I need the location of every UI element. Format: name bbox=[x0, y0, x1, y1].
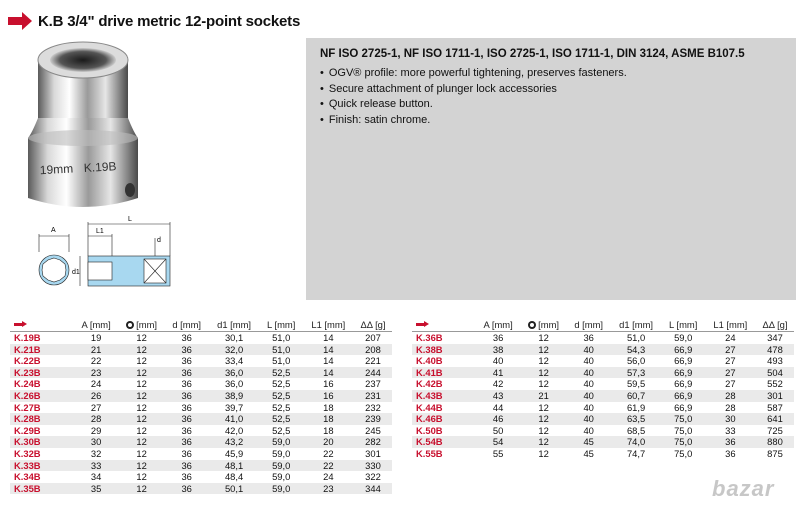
reference-cell: K.21B bbox=[10, 344, 74, 356]
table-cell: 232 bbox=[365, 401, 381, 413]
table-cell: 46 bbox=[476, 413, 520, 425]
table-cell: 36 bbox=[181, 332, 192, 343]
table-cell: 12 bbox=[118, 367, 165, 379]
title-text: K.B 3/4" drive metric 12-point sockets bbox=[38, 12, 301, 30]
table-cell: 60,7 bbox=[610, 390, 661, 402]
feature-item: • Secure attachment of plunger lock accessories bbox=[320, 82, 627, 98]
table-row bbox=[412, 413, 794, 425]
table-cell: 880 bbox=[756, 436, 794, 448]
table-cell: 33 bbox=[725, 424, 736, 436]
table-row bbox=[10, 448, 392, 460]
arrow-logo-icon bbox=[8, 10, 32, 32]
table-cell: 208 bbox=[354, 344, 392, 356]
table-cell: 18 bbox=[323, 401, 334, 413]
col-d1: d1 [mm] bbox=[610, 317, 661, 332]
table-cell: 12 bbox=[538, 332, 549, 343]
table-cell: 12 bbox=[118, 344, 165, 356]
table-cell: 239 bbox=[354, 413, 392, 425]
table-row bbox=[10, 436, 392, 448]
drive-square-icon bbox=[126, 321, 134, 329]
col-a: A [mm] bbox=[476, 317, 520, 332]
table-cell: 12 bbox=[136, 401, 147, 413]
page-title bbox=[8, 6, 300, 36]
table-cell: 30,1 bbox=[224, 332, 244, 343]
table-cell: 54,3 bbox=[610, 344, 661, 356]
table-cell: 28 bbox=[725, 401, 736, 413]
table-cell: 59,0 bbox=[260, 436, 303, 448]
table-cell: 66,9 bbox=[662, 367, 705, 379]
table-cell: 59,0 bbox=[272, 471, 291, 483]
table-cell: 21 bbox=[520, 390, 567, 402]
table-cell: 24 bbox=[323, 471, 334, 483]
table-cell: 51,0 bbox=[272, 355, 291, 367]
spec-panel bbox=[306, 38, 796, 300]
table-cell: 18 bbox=[303, 413, 354, 425]
table-cell: 66,9 bbox=[674, 355, 693, 367]
table-cell: 12 bbox=[538, 355, 549, 367]
table-cell: 30 bbox=[74, 436, 118, 448]
col-weight: ΔΔ [g] bbox=[756, 317, 794, 332]
table-cell: 23 bbox=[74, 367, 118, 379]
table-row bbox=[412, 332, 794, 344]
table-row bbox=[412, 344, 794, 356]
table-cell: 59,0 bbox=[272, 447, 291, 459]
table-cell: 59,0 bbox=[260, 483, 303, 495]
table-cell: 12 bbox=[118, 436, 165, 448]
table-cell: 12 bbox=[538, 447, 549, 459]
table-cell: 51,0 bbox=[272, 332, 291, 343]
table-cell: 725 bbox=[767, 424, 783, 436]
table-cell: 330 bbox=[354, 460, 392, 472]
reference-cell: K.33B bbox=[10, 460, 74, 472]
table-cell: 16 bbox=[323, 378, 334, 390]
table-cell: 36 bbox=[181, 471, 192, 483]
table-row bbox=[10, 413, 392, 425]
reference-cell: K.42B bbox=[416, 378, 443, 390]
table-cell: 22 bbox=[323, 447, 334, 459]
table-cell: 237 bbox=[365, 378, 381, 390]
table-cell: 51,0 bbox=[626, 332, 646, 343]
table-cell: 40 bbox=[583, 401, 594, 413]
table-cell: 63,5 bbox=[610, 413, 661, 425]
table-cell: 61,9 bbox=[626, 401, 646, 413]
table-cell: 44 bbox=[492, 401, 504, 413]
table-cell: 40 bbox=[567, 413, 610, 425]
reference-cell: K.55B bbox=[416, 447, 443, 459]
table-cell: 56,0 bbox=[626, 355, 646, 367]
col-l1: L1 [mm] bbox=[705, 317, 756, 332]
svg-text:L: L bbox=[128, 216, 132, 223]
table-cell: 52,5 bbox=[272, 424, 291, 436]
table-cell: 52,5 bbox=[272, 401, 291, 413]
table-cell: 244 bbox=[354, 367, 392, 379]
table-cell: 41 bbox=[476, 367, 520, 379]
table-cell: 301 bbox=[365, 447, 381, 459]
table-cell: 22 bbox=[90, 355, 102, 367]
table-cell: 24 bbox=[725, 332, 736, 343]
table-cell: 40 bbox=[567, 367, 610, 379]
table-cell: 36 bbox=[705, 436, 756, 448]
table-cell: 36 bbox=[165, 390, 208, 402]
table-cell: 50 bbox=[492, 424, 504, 436]
table-row bbox=[10, 425, 392, 437]
table-row bbox=[412, 355, 794, 367]
table-cell: 75,0 bbox=[662, 413, 705, 425]
table-cell: 12 bbox=[520, 344, 567, 356]
table-cell: 50,1 bbox=[208, 483, 259, 495]
reference-cell: K.54B bbox=[412, 436, 476, 448]
table-cell: 36 bbox=[165, 460, 208, 472]
table-cell: 16 bbox=[303, 390, 354, 402]
table-cell: 40 bbox=[492, 355, 504, 367]
reference-cell: K.36B bbox=[416, 332, 443, 343]
table-cell: 45 bbox=[583, 447, 594, 459]
table-cell: 504 bbox=[756, 367, 794, 379]
table-cell: 75,0 bbox=[674, 447, 693, 459]
table-cell: 36 bbox=[725, 447, 736, 459]
table-cell: 52,5 bbox=[260, 367, 303, 379]
table-cell: 74,0 bbox=[610, 436, 661, 448]
reference-cell: K.28B bbox=[10, 413, 74, 425]
table-row bbox=[10, 460, 392, 472]
table-cell: 24 bbox=[90, 378, 102, 390]
table-cell: 36,0 bbox=[208, 367, 259, 379]
col-l: L [mm] bbox=[662, 317, 705, 332]
bazar-watermark: bazar bbox=[712, 476, 775, 501]
svg-text:L1: L1 bbox=[96, 228, 104, 235]
dimension-drawing bbox=[10, 212, 180, 307]
table-cell: 28 bbox=[705, 390, 756, 402]
table-cell: 66,9 bbox=[674, 378, 693, 390]
table-cell: 40 bbox=[567, 344, 610, 356]
table-row bbox=[412, 402, 794, 414]
table-cell: 12 bbox=[118, 390, 165, 402]
table-row bbox=[412, 448, 794, 460]
svg-text:A: A bbox=[51, 227, 56, 234]
table-cell: 21 bbox=[74, 344, 118, 356]
table-cell: 36 bbox=[181, 447, 192, 459]
table-cell: 27 bbox=[705, 344, 756, 356]
table-cell: 322 bbox=[365, 471, 381, 483]
socket-photo bbox=[10, 38, 155, 213]
table-cell: 12 bbox=[136, 332, 147, 343]
table-cell: 59,0 bbox=[260, 460, 303, 472]
table-row bbox=[10, 367, 392, 379]
standards-line: NF ISO 2725-1, NF ISO 1711-1, ISO 2725-1, ISO 1711-1, DIN 3124, ASME B107.5 bbox=[320, 48, 745, 60]
reference-cell: K.23B bbox=[10, 367, 74, 379]
table-cell: 59,0 bbox=[674, 332, 693, 343]
table-cell: 66,9 bbox=[662, 390, 705, 402]
table-cell: 39,7 bbox=[224, 401, 244, 413]
reference-cell: K.43B bbox=[412, 390, 476, 402]
table-cell: 45 bbox=[567, 436, 610, 448]
table-cell: 282 bbox=[354, 436, 392, 448]
reference-cell: K.35B bbox=[10, 483, 74, 495]
table-cell: 59,5 bbox=[626, 378, 646, 390]
table-cell: 66,9 bbox=[662, 344, 705, 356]
table-cell: 36 bbox=[165, 413, 208, 425]
table-cell: 27 bbox=[725, 378, 736, 390]
col-drive: [mm] bbox=[118, 317, 165, 332]
table-cell: 52,5 bbox=[260, 390, 303, 402]
reference-cell: K.26B bbox=[10, 390, 74, 402]
table-cell: 347 bbox=[767, 332, 783, 343]
table-cell: 32,0 bbox=[208, 344, 259, 356]
reference-cell: K.50B bbox=[416, 424, 443, 436]
table-cell: 48,1 bbox=[208, 460, 259, 472]
table-cell: 36 bbox=[181, 378, 192, 390]
reference-cell: K.46B bbox=[412, 413, 476, 425]
table-row bbox=[412, 436, 794, 448]
table-cell: 14 bbox=[323, 355, 334, 367]
table-cell: 40 bbox=[583, 424, 594, 436]
table-cell: 41,0 bbox=[208, 413, 259, 425]
table-cell: 28 bbox=[74, 413, 118, 425]
col-drive: [mm] bbox=[520, 317, 567, 332]
table-cell: 75,0 bbox=[662, 436, 705, 448]
reference-cell: K.30B bbox=[10, 436, 74, 448]
table-cell: 18 bbox=[323, 424, 334, 436]
table-row bbox=[10, 344, 392, 356]
table-cell: 68,5 bbox=[626, 424, 646, 436]
table-cell: 12 bbox=[136, 424, 147, 436]
table-cell: 12 bbox=[538, 378, 549, 390]
table-cell: 27 bbox=[705, 367, 756, 379]
table-cell: 641 bbox=[756, 413, 794, 425]
table-row bbox=[412, 378, 794, 390]
table-cell: 12 bbox=[538, 401, 549, 413]
table-cell: 14 bbox=[303, 344, 354, 356]
table-cell: 14 bbox=[303, 367, 354, 379]
table-cell: 27 bbox=[725, 355, 736, 367]
table-cell: 493 bbox=[767, 355, 783, 367]
table-cell: 875 bbox=[767, 447, 783, 459]
table-cell: 20 bbox=[303, 436, 354, 448]
col-l1: L1 [mm] bbox=[303, 317, 354, 332]
reference-cell: K.27B bbox=[14, 401, 41, 413]
col-d: d [mm] bbox=[165, 317, 208, 332]
table-row bbox=[10, 378, 392, 390]
table-cell: 36 bbox=[165, 483, 208, 495]
table-cell: 57,3 bbox=[610, 367, 661, 379]
table-cell: 36 bbox=[181, 424, 192, 436]
table-row bbox=[10, 483, 392, 495]
table-cell: 54 bbox=[476, 436, 520, 448]
table-cell: 231 bbox=[354, 390, 392, 402]
table-cell: 40 bbox=[583, 355, 594, 367]
col-d1: d1 [mm] bbox=[208, 317, 259, 332]
table-cell: 478 bbox=[756, 344, 794, 356]
table-cell: 12 bbox=[136, 447, 147, 459]
table-cell: 12 bbox=[136, 378, 147, 390]
reference-arrow-icon bbox=[14, 321, 28, 328]
table-cell: 35 bbox=[74, 483, 118, 495]
table-cell: 42 bbox=[492, 378, 504, 390]
table-cell: 552 bbox=[767, 378, 783, 390]
table-cell: 52,5 bbox=[260, 413, 303, 425]
svg-text:K.19B: K.19B bbox=[83, 159, 117, 175]
reference-cell: K.38B bbox=[412, 344, 476, 356]
col-weight: ΔΔ [g] bbox=[354, 317, 392, 332]
feature-item: • OGV® profile: more powerful tightening, preserves fasteners. bbox=[320, 66, 627, 82]
col-d: d [mm] bbox=[567, 317, 610, 332]
svg-text:d1: d1 bbox=[72, 269, 80, 276]
reference-arrow-icon bbox=[416, 321, 430, 328]
table-row bbox=[10, 332, 392, 344]
table-cell: 38,9 bbox=[208, 390, 259, 402]
reference-cell: K.44B bbox=[416, 401, 443, 413]
table-cell: 29 bbox=[90, 424, 102, 436]
table-cell: 66,9 bbox=[674, 401, 693, 413]
table-cell: 12 bbox=[520, 413, 567, 425]
table-row bbox=[412, 367, 794, 379]
table-cell: 12 bbox=[520, 436, 567, 448]
reference-cell: K.29B bbox=[14, 424, 41, 436]
drive-square-icon bbox=[528, 321, 536, 329]
sizes-table-left bbox=[10, 317, 392, 494]
col-a: A [mm] bbox=[74, 317, 118, 332]
table-cell: 36 bbox=[583, 332, 594, 343]
table-cell: 55 bbox=[492, 447, 504, 459]
table-cell: 207 bbox=[365, 332, 381, 343]
table-cell: 587 bbox=[767, 401, 783, 413]
reference-cell: K.34B bbox=[14, 471, 41, 483]
feature-list bbox=[320, 66, 627, 128]
table-row bbox=[10, 390, 392, 402]
table-cell: 52,5 bbox=[272, 378, 291, 390]
svg-text:19mm: 19mm bbox=[39, 161, 74, 178]
table-cell: 38 bbox=[476, 344, 520, 356]
table-cell: 32 bbox=[90, 447, 102, 459]
reference-cell: K.32B bbox=[14, 447, 41, 459]
table-row bbox=[412, 425, 794, 437]
table-cell: 36 bbox=[492, 332, 504, 343]
table-cell: 74,7 bbox=[626, 447, 646, 459]
table-cell: 22 bbox=[303, 460, 354, 472]
feature-item: • Finish: satin chrome. bbox=[320, 113, 627, 129]
table-cell: 40 bbox=[567, 390, 610, 402]
table-cell: 27 bbox=[90, 401, 102, 413]
table-cell: 12 bbox=[118, 413, 165, 425]
table-cell: 14 bbox=[323, 332, 334, 343]
table-cell: 75,0 bbox=[674, 424, 693, 436]
feature-item: • Quick release button. bbox=[320, 97, 627, 113]
sizes-table-right bbox=[412, 317, 794, 460]
reference-cell: K.40B bbox=[416, 355, 443, 367]
col-l: L [mm] bbox=[260, 317, 303, 332]
table-cell: 34 bbox=[90, 471, 102, 483]
reference-cell: K.24B bbox=[14, 378, 41, 390]
table-cell: 12 bbox=[136, 355, 147, 367]
table-cell: 42,0 bbox=[224, 424, 244, 436]
table-cell: 51,0 bbox=[260, 344, 303, 356]
table-cell: 48,4 bbox=[224, 471, 244, 483]
table-cell: 30 bbox=[705, 413, 756, 425]
reference-cell: K.22B bbox=[14, 355, 41, 367]
table-cell: 12 bbox=[118, 460, 165, 472]
table-cell: 36,0 bbox=[224, 378, 244, 390]
table-row bbox=[412, 390, 794, 402]
table-cell: 33 bbox=[74, 460, 118, 472]
table-cell: 344 bbox=[354, 483, 392, 495]
table-cell: 301 bbox=[756, 390, 794, 402]
table-cell: 36 bbox=[165, 367, 208, 379]
table-cell: 19 bbox=[90, 332, 102, 343]
table-cell: 245 bbox=[365, 424, 381, 436]
table-cell: 43 bbox=[476, 390, 520, 402]
table-cell: 33,4 bbox=[224, 355, 244, 367]
table-cell: 36 bbox=[181, 401, 192, 413]
table-cell: 36 bbox=[165, 436, 208, 448]
table-cell: 12 bbox=[520, 367, 567, 379]
table-cell: 40 bbox=[583, 378, 594, 390]
table-cell: 45,9 bbox=[224, 447, 244, 459]
table-cell: 221 bbox=[365, 355, 381, 367]
table-cell: 23 bbox=[303, 483, 354, 495]
table-cell: 43,2 bbox=[208, 436, 259, 448]
reference-cell: K.19B bbox=[14, 332, 41, 343]
table-cell: 12 bbox=[136, 471, 147, 483]
table-cell: 26 bbox=[74, 390, 118, 402]
table-row bbox=[10, 471, 392, 483]
table-row bbox=[10, 355, 392, 367]
reference-cell: K.41B bbox=[412, 367, 476, 379]
table-cell: 36 bbox=[165, 344, 208, 356]
table-cell: 36 bbox=[181, 355, 192, 367]
svg-text:d: d bbox=[157, 237, 161, 244]
table-cell: 12 bbox=[118, 483, 165, 495]
table-cell: 12 bbox=[538, 424, 549, 436]
table-row bbox=[10, 402, 392, 414]
